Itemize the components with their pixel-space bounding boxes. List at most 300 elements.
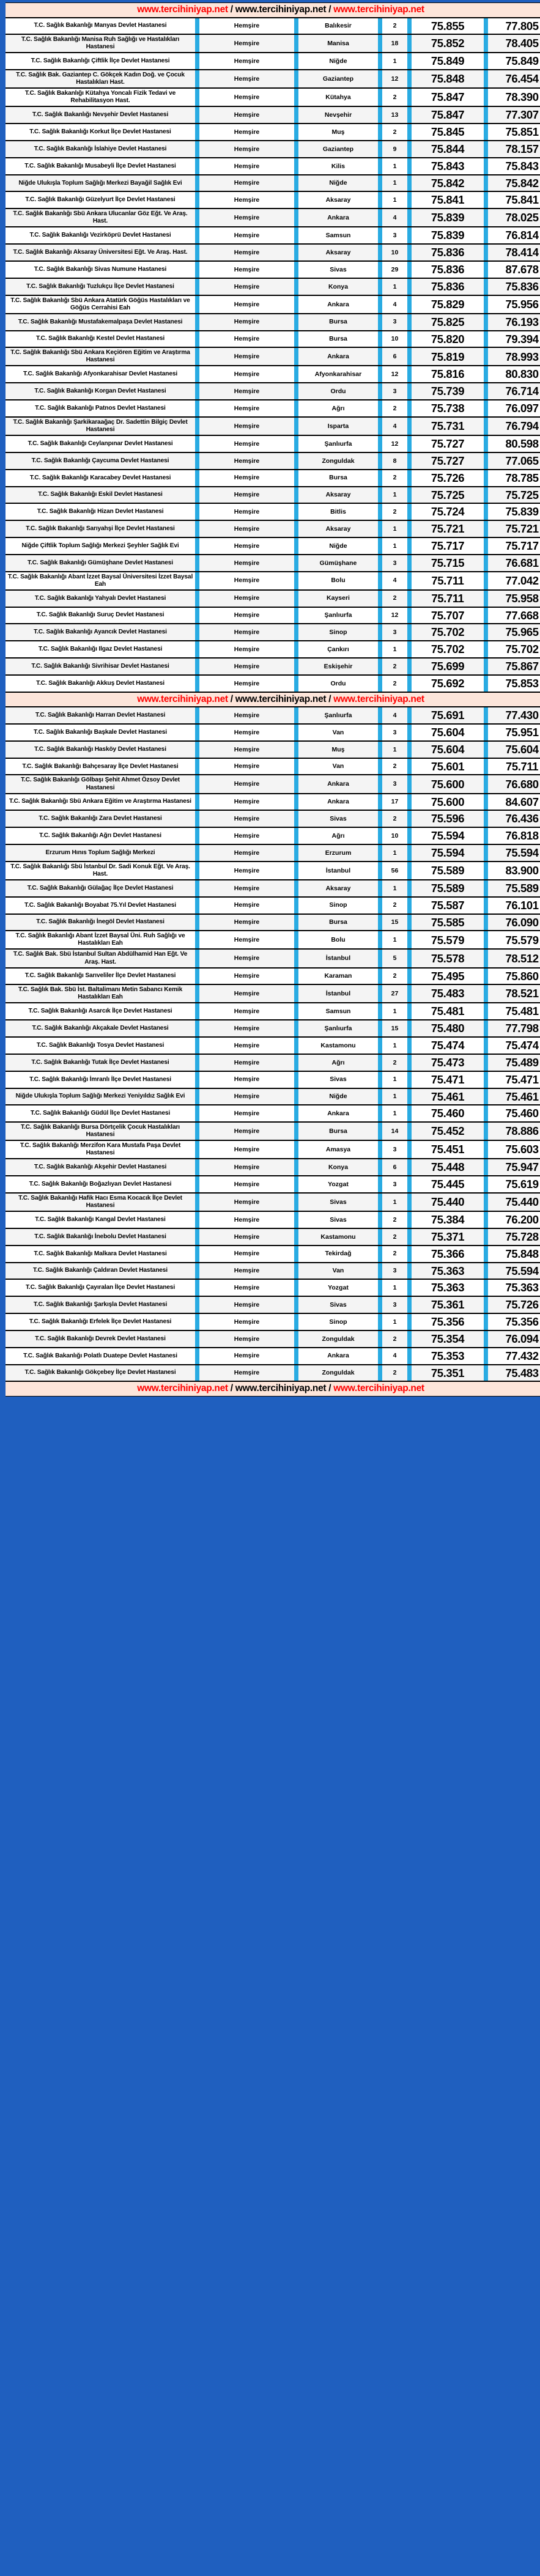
column-separator: [195, 1105, 199, 1122]
column-separator: [294, 400, 298, 417]
cell-max-score: 75.836: [488, 278, 540, 295]
cell-institution: T.C. Sağlık Bakanlığı Boyabat 75.Yıl Devlet Hastanesi: [6, 897, 195, 914]
cell-province: Muş: [298, 741, 378, 758]
cell-quota: 1: [382, 1105, 407, 1122]
cell-position-title: Hemşire: [199, 984, 294, 1003]
watermark-link-3[interactable]: www.tercihiniyap.net: [333, 4, 424, 15]
cell-position-title: Hemşire: [199, 862, 294, 880]
column-separator: [195, 191, 199, 209]
column-separator: [195, 555, 199, 572]
column-separator: [195, 487, 199, 504]
cell-max-score: 75.589: [488, 880, 540, 897]
table-body: [6, 2, 540, 1397]
cell-max-score: 80.598: [488, 435, 540, 452]
cell-institution: T.C. Sağlık Bakanlığı Nevşehir Devlet Hastanesi: [6, 106, 195, 124]
cell-institution: T.C. Sağlık Bakanlığı Şarkışla Devlet Hastanesi: [6, 1296, 195, 1313]
cell-position-title: Hemşire: [199, 487, 294, 504]
column-separator: [294, 1263, 298, 1280]
table-row: [6, 1365, 540, 1382]
column-separator: [195, 347, 199, 366]
column-separator: [378, 1263, 382, 1280]
column-separator: [407, 775, 412, 793]
cell-quota: 27: [382, 984, 407, 1003]
cell-quota: 2: [382, 124, 407, 141]
column-separator: [378, 862, 382, 880]
cell-min-score: 75.480: [412, 1020, 484, 1037]
cell-min-score: 75.841: [412, 191, 484, 209]
column-separator: [294, 724, 298, 741]
column-separator: [294, 590, 298, 607]
column-separator: [195, 641, 199, 658]
table-row: [6, 880, 540, 897]
cell-quota: 2: [382, 658, 407, 675]
cell-min-score: 75.604: [412, 741, 484, 758]
cell-province: Ağrı: [298, 827, 378, 844]
column-separator: [407, 1313, 412, 1330]
cell-max-score: 75.461: [488, 1088, 540, 1105]
column-separator: [195, 675, 199, 692]
column-separator: [378, 209, 382, 227]
table-row: [6, 70, 540, 88]
cell-max-score: 75.956: [488, 295, 540, 314]
cell-min-score: 75.363: [412, 1263, 484, 1280]
cell-province: Sivas: [298, 1211, 378, 1228]
column-separator: [195, 1003, 199, 1020]
column-separator: [484, 1211, 488, 1228]
table-row: [6, 827, 540, 844]
column-separator: [195, 452, 199, 470]
column-separator: [484, 244, 488, 261]
cell-max-score: 77.307: [488, 106, 540, 124]
cell-institution: T.C. Sağlık Bakanlığı Tutak İlçe Devlet Hastanesi: [6, 1054, 195, 1071]
table-row: [6, 675, 540, 692]
cell-province: Niğde: [298, 175, 378, 192]
cell-position-title: Hemşire: [199, 897, 294, 914]
cell-max-score: 76.193: [488, 314, 540, 331]
cell-province: Kastamonu: [298, 1228, 378, 1246]
column-separator: [407, 191, 412, 209]
table-row: [6, 34, 540, 53]
cell-quota: 12: [382, 70, 407, 88]
column-separator: [294, 34, 298, 53]
cell-province: Şanlıurfa: [298, 1020, 378, 1037]
column-separator: [195, 503, 199, 520]
column-separator: [484, 880, 488, 897]
column-separator: [195, 158, 199, 175]
column-separator: [484, 931, 488, 949]
cell-position-title: Hemşire: [199, 675, 294, 692]
table-row: [6, 452, 540, 470]
watermark-link-1[interactable]: www.tercihiniyap.net: [137, 4, 228, 15]
cell-position-title: Hemşire: [199, 503, 294, 520]
column-separator: [378, 106, 382, 124]
cell-position-title: Hemşire: [199, 1330, 294, 1348]
watermark-link-1[interactable]: www.tercihiniyap.net: [137, 1383, 228, 1394]
cell-province: Samsun: [298, 1003, 378, 1020]
cell-position-title: Hemşire: [199, 366, 294, 383]
cell-province: Eskişehir: [298, 658, 378, 675]
cell-province: Gaziantep: [298, 141, 378, 158]
cell-max-score: 77.065: [488, 452, 540, 470]
cell-max-score: 77.805: [488, 18, 540, 35]
cell-quota: 1: [382, 175, 407, 192]
cell-quota: 2: [382, 1246, 407, 1263]
cell-province: Bolu: [298, 572, 378, 590]
cell-max-score: 78.025: [488, 209, 540, 227]
column-separator: [378, 624, 382, 641]
cell-province: Ordu: [298, 383, 378, 400]
column-separator: [378, 1071, 382, 1088]
cell-province: Bolu: [298, 931, 378, 949]
cell-institution: T.C. Sağlık Bakanlığı Sbü Ankara Ulucanlar Göz Eğt. Ve Araş. Hast.: [6, 209, 195, 227]
column-separator: [378, 1020, 382, 1037]
column-separator: [407, 520, 412, 537]
table-row: [6, 1211, 540, 1228]
column-separator: [407, 34, 412, 53]
column-separator: [294, 1020, 298, 1037]
column-separator: [407, 227, 412, 244]
cell-min-score: 75.702: [412, 624, 484, 641]
column-separator: [294, 18, 298, 35]
column-separator: [195, 1020, 199, 1037]
column-separator: [407, 827, 412, 844]
cell-position-title: Hemşire: [199, 1054, 294, 1071]
column-separator: [195, 914, 199, 931]
cell-min-score: 75.725: [412, 487, 484, 504]
column-separator: [378, 1037, 382, 1054]
column-separator: [195, 794, 199, 811]
table-row: [6, 1122, 540, 1140]
column-separator: [484, 984, 488, 1003]
column-separator: [407, 1105, 412, 1122]
cell-max-score: 87.678: [488, 261, 540, 278]
cell-province: Niğde: [298, 53, 378, 70]
cell-min-score: 75.601: [412, 758, 484, 775]
column-separator: [195, 470, 199, 487]
column-separator: [407, 741, 412, 758]
cell-province: Van: [298, 724, 378, 741]
column-separator: [484, 1246, 488, 1263]
column-separator: [484, 844, 488, 862]
cell-institution: T.C. Sağlık Bakanlığı Akşehir Devlet Hastanesi: [6, 1159, 195, 1176]
column-separator: [294, 897, 298, 914]
cell-institution: T.C. Sağlık Bakanlığı İnegöl Devlet Hastanesi: [6, 914, 195, 931]
cell-position-title: Hemşire: [199, 520, 294, 537]
watermark-separator-1: /: [227, 693, 235, 704]
column-separator: [378, 1003, 382, 1020]
column-separator: [294, 931, 298, 949]
cell-institution: T.C. Sağlık Bakanlığı Çayıralan İlçe Devlet Hastanesi: [6, 1279, 195, 1296]
cell-province: Ağrı: [298, 400, 378, 417]
column-separator: [294, 88, 298, 106]
column-separator: [378, 70, 382, 88]
column-separator: [378, 741, 382, 758]
cell-min-score: 75.471: [412, 1071, 484, 1088]
column-separator: [484, 707, 488, 724]
cell-province: Gümüşhane: [298, 555, 378, 572]
column-separator: [195, 1088, 199, 1105]
column-separator: [294, 968, 298, 985]
cell-province: Muş: [298, 124, 378, 141]
column-separator: [195, 590, 199, 607]
cell-institution: T.C. Sağlık Bakanlığı Gökçebey İlçe Devlet Hastanesi: [6, 1365, 195, 1382]
column-separator: [407, 70, 412, 88]
column-separator: [378, 1105, 382, 1122]
cell-position-title: Hemşire: [199, 470, 294, 487]
cell-min-score: 75.473: [412, 1054, 484, 1071]
cell-position-title: Hemşire: [199, 914, 294, 931]
column-separator: [195, 141, 199, 158]
column-separator: [407, 794, 412, 811]
table-row: [6, 18, 540, 35]
column-separator: [195, 827, 199, 844]
column-separator: [294, 487, 298, 504]
cell-quota: 2: [382, 1330, 407, 1348]
table-row: [6, 914, 540, 931]
column-separator: [195, 658, 199, 675]
column-separator: [195, 931, 199, 949]
column-separator: [407, 1020, 412, 1037]
column-separator: [407, 810, 412, 827]
column-separator: [294, 278, 298, 295]
column-separator: [294, 452, 298, 470]
column-separator: [407, 1330, 412, 1348]
cell-max-score: 76.814: [488, 227, 540, 244]
column-separator: [484, 914, 488, 931]
cell-max-score: 75.726: [488, 1296, 540, 1313]
cell-quota: 2: [382, 1054, 407, 1071]
cell-institution: T.C. Sağlık Bakanlığı Vezirköprü Devlet Hastanesi: [6, 227, 195, 244]
column-separator: [195, 244, 199, 261]
column-separator: [378, 244, 382, 261]
cell-max-score: 76.436: [488, 810, 540, 827]
cell-institution: Erzurum Hınıs Toplum Sağlığı Merkezi: [6, 844, 195, 862]
column-separator: [294, 191, 298, 209]
cell-min-score: 75.483: [412, 984, 484, 1003]
cell-min-score: 75.600: [412, 775, 484, 793]
table-row: [6, 314, 540, 331]
cell-position-title: Hemşire: [199, 590, 294, 607]
column-separator: [378, 880, 382, 897]
column-separator: [294, 1313, 298, 1330]
column-separator: [195, 1330, 199, 1348]
column-separator: [294, 1140, 298, 1159]
cell-institution: T.C. Sağlık Bakanlığı Sivrihisar Devlet Hastanesi: [6, 658, 195, 675]
column-separator: [407, 658, 412, 675]
column-separator: [407, 862, 412, 880]
cell-institution: T.C. Sağlık Bakanlığı Sbü İstanbul Dr. Sadi Konuk Eğt. Ve Araş. Hast.: [6, 862, 195, 880]
table-row: [6, 1054, 540, 1071]
cell-max-score: 76.200: [488, 1211, 540, 1228]
column-separator: [378, 1296, 382, 1313]
column-separator: [195, 1140, 199, 1159]
column-separator: [378, 383, 382, 400]
column-separator: [484, 158, 488, 175]
column-separator: [378, 675, 382, 692]
cell-min-score: 75.495: [412, 968, 484, 985]
cell-position-title: Hemşire: [199, 1246, 294, 1263]
cell-quota: 10: [382, 244, 407, 261]
column-separator: [484, 555, 488, 572]
cell-min-score: 75.707: [412, 607, 484, 624]
cell-institution: T.C. Sağlık Bakanlığı Korkut İlçe Devlet Hastanesi: [6, 124, 195, 141]
table-row: [6, 1105, 540, 1122]
column-separator: [195, 278, 199, 295]
cell-province: İstanbul: [298, 984, 378, 1003]
cell-position-title: Hemşire: [199, 1037, 294, 1054]
cell-province: Aksaray: [298, 520, 378, 537]
cell-max-score: 75.721: [488, 520, 540, 537]
column-separator: [484, 295, 488, 314]
column-separator: [195, 53, 199, 70]
cell-min-score: 75.354: [412, 1330, 484, 1348]
cell-max-score: 75.356: [488, 1313, 540, 1330]
cell-institution: Niğde Çiftlik Toplum Sağlığı Merkezi Şeyhler Sağlık Evi: [6, 537, 195, 555]
watermark-link-3[interactable]: www.tercihiniyap.net: [333, 693, 424, 704]
cell-max-score: 75.604: [488, 741, 540, 758]
cell-position-title: Hemşire: [199, 758, 294, 775]
table-row: [6, 1263, 540, 1280]
column-separator: [484, 1348, 488, 1365]
cell-province: Amasya: [298, 1140, 378, 1159]
cell-province: Van: [298, 1263, 378, 1280]
cell-max-score: 75.728: [488, 1228, 540, 1246]
column-separator: [407, 1159, 412, 1176]
cell-min-score: 75.717: [412, 537, 484, 555]
cell-max-score: 75.483: [488, 1365, 540, 1382]
cell-position-title: Hemşire: [199, 347, 294, 366]
column-separator: [294, 1228, 298, 1246]
column-separator: [195, 106, 199, 124]
column-separator: [294, 1246, 298, 1263]
cell-min-score: 75.440: [412, 1193, 484, 1211]
column-separator: [407, 383, 412, 400]
column-separator: [378, 1088, 382, 1105]
column-separator: [294, 949, 298, 967]
column-separator: [195, 968, 199, 985]
cell-quota: 10: [382, 331, 407, 348]
column-separator: [378, 18, 382, 35]
cell-province: Ankara: [298, 1348, 378, 1365]
column-separator: [195, 88, 199, 106]
cell-position-title: Hemşire: [199, 724, 294, 741]
cell-institution: T.C. Sağlık Bakanlığı Erfelek İlçe Devlet Hastanesi: [6, 1313, 195, 1330]
cell-quota: 1: [382, 278, 407, 295]
cell-min-score: 75.721: [412, 520, 484, 537]
column-separator: [407, 1279, 412, 1296]
cell-province: Bursa: [298, 1122, 378, 1140]
cell-quota: 13: [382, 106, 407, 124]
table-row: [6, 520, 540, 537]
column-separator: [484, 1071, 488, 1088]
cell-position-title: Hemşire: [199, 827, 294, 844]
column-separator: [294, 1279, 298, 1296]
watermark-link-3[interactable]: www.tercihiniyap.net: [333, 1383, 424, 1394]
cell-position-title: Hemşire: [199, 607, 294, 624]
cell-quota: 1: [382, 931, 407, 949]
column-separator: [294, 1365, 298, 1382]
column-separator: [195, 1228, 199, 1246]
cell-max-score: 75.594: [488, 1263, 540, 1280]
column-separator: [407, 880, 412, 897]
cell-quota: 10: [382, 827, 407, 844]
column-separator: [294, 675, 298, 692]
cell-province: Balıkesir: [298, 18, 378, 35]
cell-province: İstanbul: [298, 949, 378, 967]
column-separator: [294, 1159, 298, 1176]
cell-quota: 12: [382, 366, 407, 383]
cell-quota: 1: [382, 1088, 407, 1105]
cell-min-score: 75.596: [412, 810, 484, 827]
table-row: [6, 470, 540, 487]
table-row: [6, 175, 540, 192]
column-separator: [407, 261, 412, 278]
cell-province: Aksaray: [298, 880, 378, 897]
cell-province: İstanbul: [298, 862, 378, 880]
column-separator: [407, 572, 412, 590]
cell-quota: 2: [382, 968, 407, 985]
cell-institution: T.C. Sağlık Bakanlığı Aksaray Üniversitesi Eğt. Ve Araş. Hast.: [6, 244, 195, 261]
cell-province: Karaman: [298, 968, 378, 985]
column-separator: [378, 968, 382, 985]
cell-province: Niğde: [298, 1088, 378, 1105]
cell-min-score: 75.445: [412, 1176, 484, 1193]
cell-province: Sivas: [298, 1193, 378, 1211]
cell-institution: T.C. Sağlık Bakanlığı Afyonkarahisar Devlet Hastanesi: [6, 366, 195, 383]
cell-position-title: Hemşire: [199, 1279, 294, 1296]
table-row: [6, 1088, 540, 1105]
cell-quota: 1: [382, 1037, 407, 1054]
cell-max-score: 78.512: [488, 949, 540, 967]
cell-min-score: 75.849: [412, 53, 484, 70]
cell-quota: 9: [382, 141, 407, 158]
column-separator: [294, 827, 298, 844]
column-separator: [484, 590, 488, 607]
column-separator: [294, 624, 298, 641]
cell-institution: T.C. Sağlık Bakanlığı Patnos Devlet Hastanesi: [6, 400, 195, 417]
cell-province: Bursa: [298, 314, 378, 331]
column-separator: [407, 1365, 412, 1382]
watermark-link-1[interactable]: www.tercihiniyap.net: [137, 693, 228, 704]
cell-max-score: 75.860: [488, 968, 540, 985]
column-separator: [378, 810, 382, 827]
cell-max-score: 75.841: [488, 191, 540, 209]
table-row: [6, 366, 540, 383]
cell-quota: 4: [382, 295, 407, 314]
column-separator: [294, 775, 298, 793]
column-separator: [407, 931, 412, 949]
column-separator: [484, 34, 488, 53]
cell-institution: T.C. Sağlık Bakanlığı Çaldıran Devlet Hastanesi: [6, 1263, 195, 1280]
column-separator: [378, 827, 382, 844]
column-separator: [378, 1140, 382, 1159]
cell-min-score: 75.579: [412, 931, 484, 949]
cell-max-score: 76.818: [488, 827, 540, 844]
column-separator: [294, 141, 298, 158]
table-row: [6, 53, 540, 70]
column-separator: [378, 1279, 382, 1296]
column-separator: [378, 1122, 382, 1140]
cell-institution: T.C. Sağlık Bakanlığı Ayancık Devlet Hastanesi: [6, 624, 195, 641]
cell-max-score: 76.680: [488, 775, 540, 793]
cell-province: Niğde: [298, 537, 378, 555]
column-separator: [378, 607, 382, 624]
cell-institution: T.C. Sağlık Bakanlığı Eskil Devlet Hastanesi: [6, 487, 195, 504]
cell-max-score: 77.430: [488, 707, 540, 724]
cell-province: Şanlıurfa: [298, 435, 378, 452]
cell-quota: 6: [382, 347, 407, 366]
cell-position-title: Hemşire: [199, 741, 294, 758]
